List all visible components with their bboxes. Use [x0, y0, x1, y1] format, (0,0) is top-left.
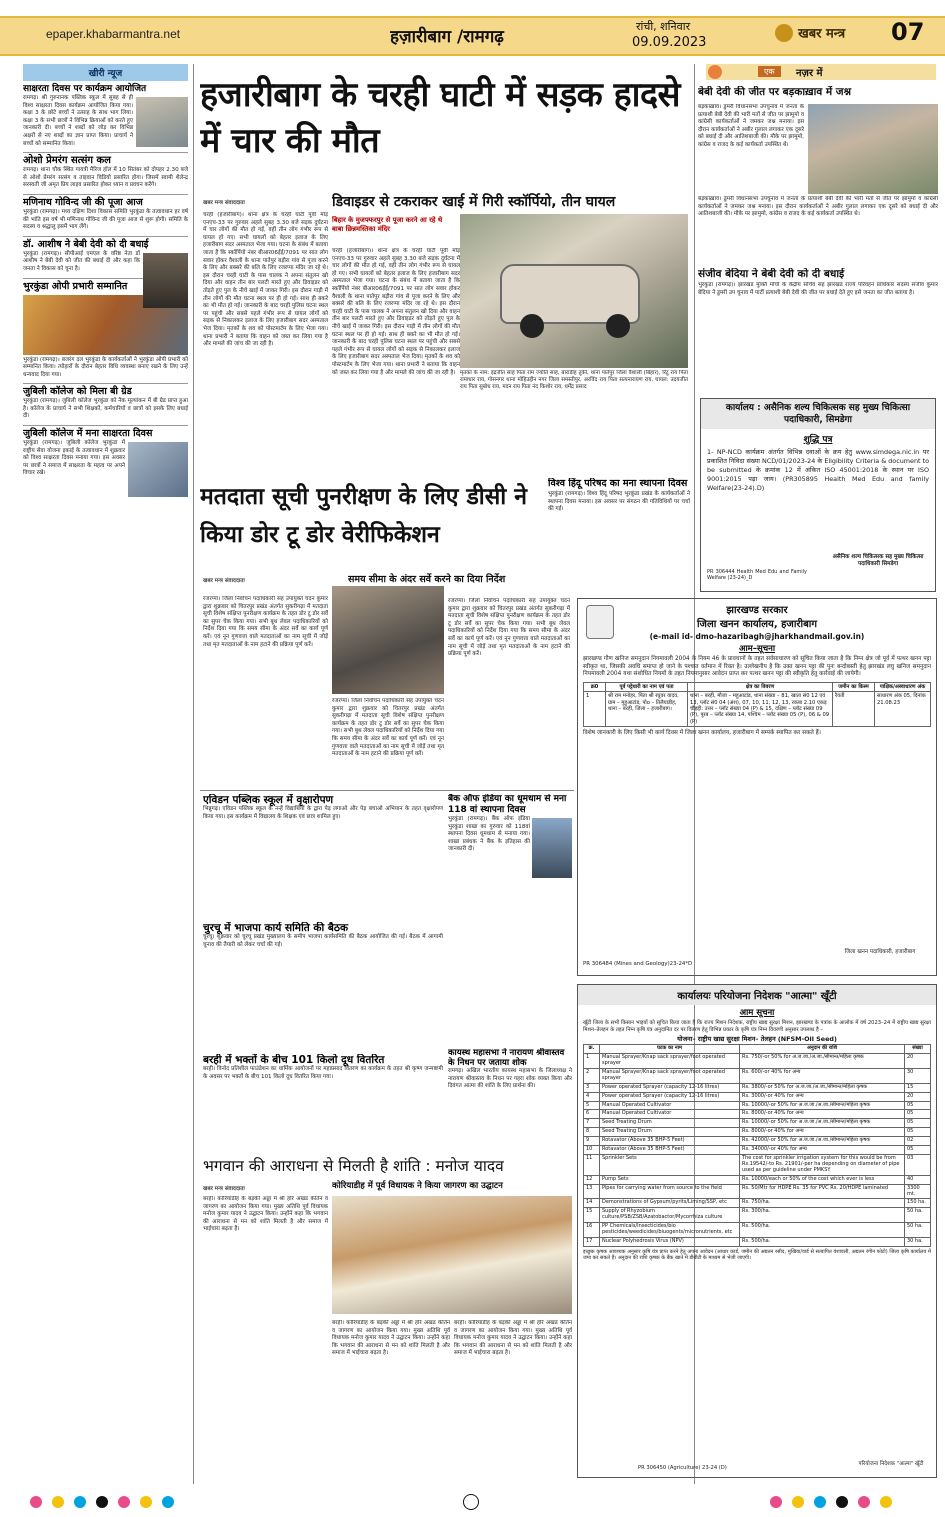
notice-atma-pr: PR 306450 (Agriculture) 23-24 (D) [638, 1465, 727, 1471]
notice-mining-footer: विशेष जानकारी के लिए किसी भी कार्य दिवस में जिला खनन कार्यालय, हजारीबाग में सम्पर्क स्थापित कर सकते हैं। [583, 730, 821, 737]
table-cell: 5 [584, 1101, 600, 1110]
table-cell: 05 [905, 1128, 931, 1137]
mid-story-1-title: एविडन पब्लिक स्कूल में वृक्षारोपण [203, 794, 334, 806]
mid-story-5-body: रामगढ़। अखिल भारतीय कायस्थ महासभा के जिलाध्यक्ष ने नारायण श्रीवास्तव के निधन पर गहरा शोक व्यक्त किया और दिवंगत आत्मा की शांति के लिए प्रार्थना की। [448, 1068, 572, 1090]
table-cell: 17 [584, 1237, 600, 1246]
masthead [0, 0, 945, 60]
table-cell: PP Chemicals/Insecticides/bio pesticides/weedicides/biuogents/micronutrients, etc [600, 1223, 740, 1238]
main-story-body-col2: चरही (हजारीबाग)। थाना क्षेत्र के चरही घाटी पूर्वी मोड़ एनएच-33 पर गुरुवार अहले सुबह 3.30 बजे सड़क दुर्घटना में चार लोगों की मौत हो गई, वहीं तीन लोग गंभीर रूप से घायल हो गए। सभी घायलों को बेहतर इलाज के लिए हजारीबाग सदर अस्पताल भेजा गया। घटना के संबंध में बताया जाता है कि स्कॉर्पियो नंबर बीआर06ईई/7091 पर सात लोग सवार होकर वैशाली के थाना पातेपुर बड़ौरा गांव से पूजा करने के लिए और बक्सरे की बलि के लिए रजरप्पा मंदिर जा रहे थे। इस दौरान चरही घाटी के पास चालक ने अपना संतुलन खो दिया और वाहन तीन बार पलटी मारते हुए और डिवाइडर को तोड़ते हुए पुल के नीचे खाई में जाकर गिरी। इस दौरान गाड़ी में तीन लोगों की मौत घटना स्थल पर ही हो गई। साथ ही बकरे का भी मौत हो गई। जानकारी के बाद चरही पुलिस घटना स्थल पर पहुंची और सबसे पहले गंभीर रूप से घायल लोगों को सड़क से निकालकर इलाज के लिए हजारीबाग सदर अस्पताल भेज दिया। मृतकों के शव को पोस्टमार्टम के लिए भेजा गया। थाना प्रभारी ने बताया कि वाहन को जब्त कर लिया गया है और मामले की जांच की जा रही है। [332, 248, 460, 376]
mid-story-3-title: चुरचू में भाजपा कार्य समिति की बैठक [203, 922, 349, 934]
left-story-1-title: साक्षरता दिवस पर कार्यक्रम आयोजित [23, 84, 147, 94]
table-cell: Rs. 3800/-or 50% for अ.ज.जा./अ.जा./सीमान्त/महिला कृषक [740, 1083, 905, 1092]
mid-story-3 [203, 922, 443, 1048]
table-cell: Manual Sprayer/Knap sack sprayer/foot operated sprayer [600, 1054, 740, 1069]
left-story-4-photo [143, 253, 188, 308]
left-story-1-photo [136, 97, 188, 147]
table-cell: 13 [584, 1184, 600, 1199]
left-story-3-title: मणिनाथ गोविन्द जी की पूजा आज [23, 196, 143, 208]
table-cell: 4 [584, 1092, 600, 1101]
left-story-7-photo [128, 442, 188, 497]
table-cell: साधारण अंक 05, दिनांक 21.08.23 [875, 692, 931, 727]
table-cell: 16 [584, 1223, 600, 1238]
vishwa-hindi-box [548, 478, 690, 578]
registration-dot [140, 1496, 152, 1508]
table-cell: Rotavator (Above 35 BHP-5 Feet) [600, 1146, 740, 1155]
left-story-4-body: भुरकुंडा (रामगढ़)। सीपीआई एमएल के वरिष्ठ नेता डॉ आशीष ने बेबी देवी को जीत की बधाई दी और कहा कि जनता ने विकास को चुना है। [23, 250, 140, 272]
crosshair-icon [463, 1494, 479, 1510]
table-row [584, 1101, 931, 1110]
notice-atma-scheme: योजना– राष्ट्रीय खाद्य सुरक्षा मिशन– तेलहन (NFSM-Oil Seed) [677, 1035, 837, 1044]
table-row [584, 1208, 931, 1223]
manoj-body-col2: बरही। कोरियाडीह के बड़की अड्डा में श्री हरि अखंड कीर्तन व जागरण का आयोजन किया गया। मुख्य अतिथि पूर्व विधायक मनोज कुमार यादव ने उद्घाटन किया। उन्होंने कहा कि भगवान की आराधना से मन को शांति मिलती है और समाज में भाईचारा बढ़ता है। [332, 1320, 450, 1357]
table-cell: Power operated Sprayer (capacity 12-16 litres) [600, 1092, 740, 1101]
table-cell: Rs. 500/ha. [740, 1223, 905, 1238]
table-cell: Rotavator (Above 35 BHP-5 Feet) [600, 1137, 740, 1146]
manoj-body-col1: बरही। कोरियाडीह के बड़की अड्डा में श्री हरि अखंड कीर्तन व जागरण का आयोजन किया गया। मुख्य अतिथि पूर्व विधायक मनोज कुमार यादव ने उद्घाटन किया। उन्होंने कहा कि भगवान की आराधना से मन को शांति मिलती है और समाज में भाईचारा बढ़ता है। [203, 1196, 328, 1233]
left-story-5-title: भुरकुंडा ओपी प्रभारी सम्मानित [23, 280, 128, 292]
table-header: अनुदान की राशि [740, 1045, 905, 1054]
notice-mining-table-wrap [578, 679, 936, 730]
table-cell: Manual Operated Cultivator [600, 1101, 740, 1110]
table-cell: Rs. 8000/-or 40% for अन्य [740, 1110, 905, 1119]
vishwa-hindi-title: विश्व हिंदू परिषद का मना स्थापना दिवस [548, 478, 688, 489]
voter-body-col1: रजरप्पा। जिला निर्वाचन पदाधिकारी सह उपायुक्त चंदन कुमार द्वारा शुक्रवार को चितरपुर प्रखंड अंतर्गत सुकरीगढ़ा में मतदाता सूची विशेष संक्षिप्त पुनरीक्षण कार्यक्रम के तहत डोर टू डोर सर्वे का सुपर चेक किया गया। सभी बूथ लेवल पदाधिकारियों को निर्देश दिया गया कि समय सीमा के अंदर सर्वे का कार्य पूर्ण करें। एवं नून गुणवत्ता वाले मतदाताओं का नाम सूची में जोड़ें तथा मृत मतदाताओं के नाम हटाने की प्रक्रिया पूर्ण करें। [203, 596, 328, 648]
left-story-6-body: भुरकुंडा (रामगढ़)। जुबिली कॉलेज भुरकुंडा को नैक मूल्यांकन में बी ग्रेड प्राप्त हुआ है। कॉलेज के प्राचार्य ने सभी शिक्षकों, कर्मचारियों व छात्रों को इसके लिए बधाई दी। [23, 398, 188, 420]
table-cell: Demonstrations of Gypsum/pyrits/Liming/SSP, etc [600, 1199, 740, 1208]
notice-atma-table [583, 1044, 931, 1247]
vehicle-wheel [606, 314, 630, 338]
mid-story-4 [203, 1054, 443, 1150]
table-cell: 10 [584, 1146, 600, 1155]
mining-emblem [586, 605, 614, 639]
tag-ek: एक [758, 66, 781, 77]
left-column [23, 64, 188, 1484]
table-row [584, 1223, 931, 1238]
mid-story-4-title: बरही में भक्तों के बीच 101 किलो दूध वितरित [203, 1054, 385, 1066]
table-cell: 02 [905, 1137, 931, 1146]
table-cell: The cost for sprinkler irrigation system for this would be from Rs.19542/-to Rs. 21901/-per ha depending on diameter of pipe used as per guideline under PMKSY [740, 1154, 905, 1175]
page-number: 07 [891, 18, 925, 46]
notice-mining-email[interactable]: (e-mail id- dmo-hazaribagh@jharkhandmail.gov.in) [649, 632, 865, 641]
left-story-3-body: भुरकुंडा (रामगढ़)। मध्य दक्षिण दिशा विकास समिति भुरकुंडा के तत्वावधान हर वर्ष की भांति इस वर्ष भी मणिनाथ गोविन्द जी की पूजा आज से शुरू होगी। समिति के सदस्य व श्रद्धालु इसमें भाग लेंगे। [23, 208, 188, 231]
site-url[interactable]: epaper.khabarmantra.net [46, 27, 181, 41]
table-row [584, 692, 931, 727]
mid-story-3-body: चुरचू। शुक्रवार को चुरचू प्रखंड मुख्यालय के समीप भाजपा कार्यसमिति की बैठक आयोजित की गई। बैठक में आगामी चुनाव की तैयारी को लेकर चर्चा की गई। [203, 934, 443, 948]
tag-label: नज़र में [796, 68, 823, 79]
table-header: क्र. [584, 1045, 600, 1054]
table-cell: थाना – बरही, मौजा – महुआटांड, थाना संख्या – 81, खाता सं0 12 एवं 13, प्लॉट सं0 04 (अंश), 07, 10, 11, 12, 13, रकबा 2.10 एकड़ चौहद्दी: उत्तर – प्लॉट संख्या 04 (P) & 15, दक्षिण – प्लॉट संख्या 09 (P), पूरब – प्लॉट संख्या 14, पश्चिम – प्लॉट संख्या 05 (P), 06 & 09 (P) [688, 692, 833, 727]
table-cell: 50 ha. [905, 1208, 931, 1223]
table-cell: 50 ha. [905, 1223, 931, 1238]
notice-mining [577, 598, 937, 976]
mid-story-1-body: भिन्नुगढ़। एविडन पब्लिक स्कूल के नन्हें विद्यार्थियों के द्वारा पेड़ लगाओ और पेड़ बचाओ अभियान के तहत वृक्षारोपण किया गया। इस कार्यक्रम में विद्यालय के शिक्षक एवं छात्र शामिल हुए। [203, 806, 443, 820]
registration-dot [792, 1496, 804, 1508]
table-cell: Pump Sets [600, 1175, 740, 1184]
table-cell: 05 [905, 1101, 931, 1110]
registration-dot [52, 1496, 64, 1508]
table-cell: 05 [905, 1146, 931, 1155]
manoj-photo [332, 1196, 572, 1314]
notice-simdega-pr: PR 306444 Health Med Edu and Family Welfare (23-24)_D [707, 569, 807, 581]
notice-simdega-sign: असैनिक शल्य चिकित्सक सह मुख्य चिकित्सा पदाधिकारी सिमडेगा [832, 554, 924, 567]
table-cell: Manual Sprayer/Knap sack sprayer/foot operated sprayer [600, 1068, 740, 1083]
table-cell: 05 [905, 1110, 931, 1119]
mid-story-5-title: कायस्थ महासभा ने नारायण श्रीवास्तव के निधन पर जताया शोक [448, 1048, 565, 1068]
table-cell: Sprinkler Sets [600, 1154, 740, 1175]
table-row [584, 1154, 931, 1175]
table-row [584, 1119, 931, 1128]
left-story-4-title: डॉ. आशीष ने बेबी देवी को दी बधाई [23, 238, 149, 250]
table-cell: Rs. 10000/-or 50% for अ.ज.जा./अ.जा./सीमान्त/महिला कृषक [740, 1101, 905, 1110]
left-story-2-body: रामगढ़। थाना चौक स्थित गायत्री मैरिज हॉल में 10 सितंबर को दोपहर 2.30 बजे से ओशो प्रेमरंग सत्संग व ताइवान विडियो प्रसारित होगा। जिसमें स्वामी शैलेन्द्र सरस्वती जी अमृत प्रिय लाइव प्रसारित होकर ध्यान व प्रवचन करेंगे। [23, 167, 188, 189]
table-row [584, 1146, 931, 1155]
table-cell: 12 [584, 1175, 600, 1184]
voter-body-col2: रजरप्पा। जिला निर्वाचन पदाधिकारी सह उपायुक्त चंदन कुमार द्वारा शुक्रवार को चितरपुर प्रखंड अंतर्गत सुकरीगढ़ा में मतदाता सूची विशेष संक्षिप्त पुनरीक्षण कार्यक्रम के तहत डोर टू डोर सर्वे का सुपर चेक किया गया। सभी बूथ लेवल पदाधिकारियों को निर्देश दिया गया कि समय सीमा के अंदर सर्वे का कार्य पूर्ण करें। एवं नून गुणवत्ता वाले मतदाताओं का नाम सूची में जोड़ें तथा मृत मतदाताओं के नाम हटाने की प्रक्रिया पूर्ण करें। [332, 698, 444, 758]
vishwa-hindi-body: भुरकुंडा (रामगढ़)। विश्व हिंदू परिषद भुरकुंडा प्रखंड के कार्यकर्ताओं ने स्थापना दिवस मनाया। इस अवसर पर संगठन की गतिविधियों पर चर्चा की गई। [548, 491, 690, 513]
table-header: पाक्षिक/अस्वाधारण अंक [875, 682, 931, 691]
notice-atma-footer: इच्छुक कृषक आवश्यक अनुसार कृषि यंत्र प्राप्त करने हेतु अपना आवेदन (आधार कार्ड, जमीन की अद्यतन रसीद, मुखिया/वार्ड से सत्यापित वंशावली, अद्यतन रंगीन फोटो) जिला कृषि कार्यालय में जमा कर सकते हैं। अनुदान की राशि कृषक के बैंक खाते में डीबीटी के माध्यम से भेजी जाएगी। [583, 1248, 931, 1262]
notice-atma-intro: खूँटी जिला के सभी किसान भाइयों को सूचित किया जाता है कि राज्य मिशन निदेशक, राष्ट्रीय खाद्य सुरक्षा मिशन, झारखण्ड के पत्रांक के आलोक में वर्ष 2023–24 में राष्ट्रीय खाद्य सुरक्षा मिशन–तेलहन के तहत निम्न कृषि यंत्र अनुदानित दर पर वितरण हेतु विभिन्न प्रकार के कृषि यंत्र निम्न विवरणी अनुसार उपलब्ध है – [583, 1020, 931, 1033]
right-story-1-body-cont: बड़काख़ाव। डुमरी विधानसभा उपचुनाव में जनता के प्रत्याशी बेबी देवी की भारी मतों से जीत पर झामुमो व कांग्रेसी कार्यकर्ताओं ने जमकर जश्न मनाया। इस दौरान कार्यकर्ताओं ने अबीर गुलाल लगाकर एक दूसरे को बधाई दी और आतिशबाजी की। मौके पर झामुमो, कांग्रेस व राजद के कई कार्यकर्ता उपस्थित थे। [698, 196, 938, 218]
manoj-dateline: खबर मन्त्र संवाददाता [203, 1186, 245, 1192]
table-cell: 30 [905, 1068, 931, 1083]
table-cell: 03 [905, 1154, 931, 1175]
accident-photo [460, 214, 688, 368]
left-story-6-title: जुबिली कॉलेज को मिला बी ग्रेड [23, 386, 132, 398]
manoj-headline: भगवान की आराधना से मिलती है शांति : मनोज यादव [203, 1157, 504, 1175]
table-row [584, 1054, 931, 1069]
table-row [584, 1128, 931, 1137]
mid-story-2 [448, 794, 572, 1044]
left-story-7 [23, 425, 188, 478]
main-strap: बिहार के मुजफ्फरपुर से पूजा करने आ रहे थे बाबा छिन्नमस्तिका मंदिर [332, 216, 443, 233]
notice-mining-body: झारखण्ड गौण खनिज समनुदान नियमावली 2004 के नियम 46 के प्रावधानों के तहत सर्वसाधारण को सूचित किया जाता है कि निम्न क्षेत्र जो पूर्व में पत्थर खनन पट्टा स्वीकृत था, जिसकी अवधि समाप्त हो जाने के पश्चात वर्तमान में रिक्त है। उल्लेखनीय है कि उक्त खनन पट्टा की पुनः बन्दोबस्ती हेतु झारखंड लघु खनिज समनुदान नियमावली 2004 यथा संशोधित नियमों के तहत नियमानुसार आवेदन प्राप्त कर पत्थर खनन पट्टा की स्वीकृति हेतु कार्रवाई की जायेगी। [583, 656, 931, 678]
notice-simdega-body: 1- NP-NCD कार्यक्रम अंतर्गत विभिन्न दवाओं के क्रय हेतु www.simdega.nic.in पर प्रकाशित निविदा संख्या NCD/01/2023-24 के Eligibility Criteria & document to be submitted के क्रमांक 12 में अंकित ISO 45001:2018 के स्थान पर ISO 9001:2015 पढ़ा जाय। (PR305895 Health Med Edu and family Welfare(23-24).D) [707, 448, 929, 492]
table-cell: Seed Treating Drum [600, 1119, 740, 1128]
notice-mining-govt: झारखण्ड सरकार [726, 605, 788, 616]
main-story-body-col1: चरही (हजारीबाग)। थाना क्षेत्र के चरही घाटी पूर्वी मोड़ एनएच-33 पर गुरुवार अहले सुबह 3.30 बजे सड़क दुर्घटना में चार लोगों की मौत हो गई, वहीं तीन लोग गंभीर रूप से घायल हो गए। सभी घायलों को बेहतर इलाज के लिए हजारीबाग सदर अस्पताल भेजा गया। घटना के संबंध में बताया जाता है कि स्कॉर्पियो नंबर बीआर06ईई/7091 पर सात लोग सवार होकर वैशाली के थाना पातेपुर बड़ौरा गांव से पूजा करने के लिए और बक्सरे की बलि के लिए रजरप्पा मंदिर जा रहे थे। इस दौरान चरही घाटी के पास चालक ने अपना संतुलन खो दिया और वाहन तीन बार पलटी मारते हुए और डिवाइडर को तोड़ते हुए पुल के नीचे खाई में जाकर गिरी। इस दौरान गाड़ी में तीन लोगों की मौत घटना स्थल पर ही हो गई। साथ ही बकरे का भी मौत हो गई। जानकारी के बाद चरही पुलिस घटना स्थल पर पहुंची और सबसे पहले गंभीर रूप से घायल लोगों को सड़क से निकालकर इलाज के लिए हजारीबाग सदर अस्पताल भेज दिया। मृतकों के शव को पोस्टमार्टम के लिए भेजा गया। थाना प्रभारी ने बताया कि वाहन को जब्त कर लिया गया है और मामले की जांच की जा रही है। [203, 212, 328, 348]
left-story-1-body: रामगढ़। श्री गुरुनानक पब्लिक स्कूल में सुबह से ही विश्व साक्षरता दिवस कार्यक्रम आयोजित किया गया। कक्षा 3 के छोटे बच्चों ने उत्साह के साथ भाग लिया। कक्षा 3 के सभी छात्रों ने विभिन्न क्रियाओं को करते हुए जानकारी दी। बच्चों ने शब्दों को जोड़ कर विभिन्न अक्षरों से नए शब्दों का ज्ञान प्राप्त किया। प्राचार्य ने बच्चों को सम्मानित किया। [23, 95, 133, 147]
footer-registration [0, 1488, 945, 1517]
notice-mining-pr: PR 306484 (Mines and Geology)23-24*D [583, 961, 693, 967]
notice-simdega-title: शुद्धि पत्र [803, 435, 833, 445]
voter-dateline: खबर मन्त्र संवाददाता [203, 578, 245, 584]
table-cell: 30 ha. [905, 1237, 931, 1246]
table-cell: Rs. 600/-or 40% for अन्य [740, 1068, 905, 1083]
celebration-photo [808, 104, 938, 194]
right-story-2-title: संजीव बेदिया ने बेबी देवी को दी बधाई [698, 268, 845, 280]
left-story-3 [23, 194, 188, 232]
table-cell: Supply of Rhyzobium culture/PSB/ZSB/Azatobactor/Mycorrhiza culture [600, 1208, 740, 1223]
voter-headline: मतदाता सूची पुनरीक्षण के लिए डीसी ने किया डोर टू डोर वेरीफिकेशन [200, 484, 528, 548]
notice-atma [577, 984, 937, 1478]
mid-story-5 [448, 1048, 572, 1150]
table-cell: Rs. 42000/-or 50% for अ.ज.जा./अ.जा./सीमान्त/महिला कृषक [740, 1137, 905, 1146]
table-cell: 15 [905, 1083, 931, 1092]
registration-dot [74, 1496, 86, 1508]
table-row [584, 1175, 931, 1184]
right-story-2-body: भुरकुंडा (रामगढ़)। झारखंड मुक्ति मोर्चा के केंद्रीय सचिव सह झारखंड राज्य परिवहन प्राधिकार सदस्य संजीव कुमार बेदिया ने डुमरी उप चुनाव में पार्टी प्रत्याशी बेबी देवी की जीत पर बधाई देते हुए इसे जनता का जीत बताया है। [698, 282, 938, 296]
left-story-2 [23, 152, 188, 190]
table-cell: Rs. 3000/-or 40% for अन्य [740, 1092, 905, 1101]
table-cell: Rs. 50/Mtr for HDPE Rs. 35 for PVC Rs. 20/HDPE laminated [740, 1184, 905, 1199]
table-cell: Nuclear Polyhedrosis Virus (NPV) [600, 1237, 740, 1246]
table-cell: Rs. 750/ha. [740, 1199, 905, 1208]
table-header-row [584, 682, 931, 691]
column-divider-1 [193, 64, 194, 1484]
notice-mining-title: आम–सूचना [738, 644, 776, 654]
table-cell: Rs. 34000/-or 40% for अन्य [740, 1146, 905, 1155]
registration-dot [814, 1496, 826, 1508]
table-cell: Rs. 10000/-or 50% for अ.ज.जा./अ.जा./सीमान्त/महिला कृषक [740, 1119, 905, 1128]
registration-dot [118, 1496, 130, 1508]
table-header: क्र0 [584, 682, 606, 691]
voter-photo [332, 586, 444, 694]
table-row [584, 1092, 931, 1101]
table-cell: Rs. 300/ha. [740, 1208, 905, 1223]
mid-story-2-body: भुरकुंडा (रामगढ़)। बैंक ऑफ इंडिया भुरकुंडा शाखा का गुरुवार को 118वां स्थापना दिवस धूमधाम से मनाया गया। शाखा प्रबंधक ने बैंक के इतिहास की जानकारी दी। [448, 816, 530, 853]
notice-atma-table-wrap [578, 1044, 936, 1247]
edition-date: 09.09.2023 [632, 35, 707, 50]
table-cell: 7 [584, 1119, 600, 1128]
left-story-5-body: भुरकुंडा (रामगढ़)। बजरंग दल भुरकुंडा के कार्यकर्ताओं ने भुरकुंडा ओपी प्रभारी को सम्मानित किया। त्योहारों के दौरान बेहतर विधि व्यवस्था बनाए रखने के लिए उन्हें धन्यवाद दिया गया। [23, 356, 188, 378]
table-cell: Manual Operated Cultivator [600, 1110, 740, 1119]
table-header-row [584, 1045, 931, 1054]
table-cell: Rs. 10000/each or 50% of the cost which ever is less [740, 1175, 905, 1184]
brand-name: खबर मन्त्र [798, 26, 846, 42]
registration-dot [162, 1496, 174, 1508]
right-story-1-body: बड़काख़ाव। डुमरी विधानसभा उपचुनाव में जनता के प्रत्याशी बेबी देवी की भारी मतों से जीत पर झामुमो व कांग्रेसी कार्यकर्ताओं ने जमकर जश्न मनाया। इस दौरान कार्यकर्ताओं ने अबीर गुलाल लगाकर एक दूसरे को बधाई दी और आतिशबाजी की। मौके पर झामुमो, कांग्रेस व राजद के कई कार्यकर्ता उपस्थित थे। [698, 104, 804, 148]
table-cell: 2 [584, 1068, 600, 1083]
table-header: जमीन का किस्म [833, 682, 875, 691]
table-cell: श्री राम मनोहर, पिता श्री रघुवर यादव, ग्राम – मुहुआटांड, पोo – तिलैयाडीह, थाना – बरही, जिला – हजारीबाग। [606, 692, 688, 727]
registration-dot [880, 1496, 892, 1508]
vehicle-wheel [520, 314, 544, 338]
table-cell: 05 [905, 1119, 931, 1128]
table-cell: 20 [905, 1054, 931, 1069]
right-story-1-title: बेबी देवी की जीत पर बड़काख़ाव में जश्न [698, 86, 852, 98]
registration-dot [30, 1496, 42, 1508]
left-story-7-title: जुबिली कॉलेज में मना साक्षरता दिवस [23, 428, 153, 440]
right-tag [706, 64, 936, 80]
city-day: रांची, शनिवार [636, 20, 691, 33]
table-cell: 150 ha. [905, 1199, 931, 1208]
table-cell: रैयती [833, 692, 875, 727]
table-cell: Pipes for carrying water from source to the field [600, 1184, 740, 1199]
table-header: संख्या [905, 1045, 931, 1054]
table-cell: 1 [584, 1054, 600, 1069]
mid-story-4-body: बरही। विनोद प्रतिशील फाउंडेशन का धार्मिक आयोजनों पर महाप्रसाद वितरण का कार्यक्रम के तहत श्री कृष्ण जन्माष्टमी के अवसर पर भक्तों के बीच 101 किलो दूध वितरित किया गया। [203, 1066, 443, 1080]
section-tag: खीरी न्यूज [23, 64, 188, 81]
manoj-subhead: कोरियाडीह में पूर्व विधायक ने किया जागरण का उद्घाटन [332, 1181, 503, 1191]
brand-logo-icon [775, 24, 793, 42]
notice-atma-office: कार्यालयः परियोजना निदेशक "आत्मा" खूँटी [578, 985, 936, 1005]
nazar-icon [708, 65, 722, 79]
table-cell: 40 [905, 1175, 931, 1184]
table-header: पूर्व पट्टेधारी का नाम एवं पता [606, 682, 688, 691]
notice-mining-table [583, 682, 931, 727]
left-story-7-body: भुरकुंडा (रामगढ़)। जुबिली कॉलेज भुरकुंडा में राष्ट्रीय सेवा योजना इकाई के तत्वावधान में शुक्रवार को विश्व साक्षरता दिवस मनाया गया। इस अवसर पर छात्रों ने समाज में साक्षरता के महत्व पर अपने विचार रखे। [23, 440, 125, 477]
registration-dot [858, 1496, 870, 1508]
table-row [584, 1199, 931, 1208]
left-story-6 [23, 383, 188, 421]
table-row [584, 1083, 931, 1092]
table-cell: 8 [584, 1128, 600, 1137]
table-cell: 6 [584, 1110, 600, 1119]
story-divider [200, 790, 574, 791]
voter-body-col3: रजरप्पा। जिला निर्वाचन पदाधिकारी सह उपायुक्त चंदन कुमार द्वारा शुक्रवार को चितरपुर प्रखंड अंतर्गत सुकरीगढ़ा में मतदाता सूची विशेष संक्षिप्त पुनरीक्षण कार्यक्रम के तहत डोर टू डोर सर्वे का सुपर चेक किया गया। सभी बूथ लेवल पदाधिकारियों को निर्देश दिया गया कि समय सीमा के अंदर सर्वे का कार्य पूर्ण करें। एवं नून गुणवत्ता वाले मतदाताओं का नाम सूची में जोड़ें तथा मृत मतदाताओं के नाम हटाने की प्रक्रिया पूर्ण करें। [448, 598, 570, 658]
table-row [584, 1137, 931, 1146]
notice-simdega [700, 398, 936, 592]
notice-mining-office: जिला खनन कार्यालय, हजारीबाग [696, 619, 818, 630]
table-cell: Seed Treating Drum [600, 1128, 740, 1137]
registration-dot [770, 1496, 782, 1508]
table-row [584, 1068, 931, 1083]
table-cell: 15 [584, 1208, 600, 1223]
table-cell: Rs. 500/ha. [740, 1237, 905, 1246]
table-cell: 9 [584, 1137, 600, 1146]
voter-subhead: समय सीमा के अंदर सर्वे करने का दिया निर्देश [348, 574, 506, 585]
left-story-1 [23, 84, 188, 148]
table-row [584, 1110, 931, 1119]
table-cell: 1 [584, 692, 606, 727]
edition-title: हज़ारीबाग /रामगढ़ [390, 27, 504, 47]
notice-atma-sign: परियोजना निदेशक "आत्मा" खूँटी [858, 1461, 924, 1467]
table-cell: Rs. 8000/-or 40% for अन्य [740, 1128, 905, 1137]
table-cell: 3 [584, 1083, 600, 1092]
mid-story-2-title: बैंक ऑफ इंडिया का धूमधाम से मना 118 वां स्थापना दिवस [448, 794, 567, 815]
notice-simdega-office: कार्यालय : असैनिक शल्य चिकित्सक सह मुख्य चिकित्सा पदाधिकारी, सिमडेगा [701, 399, 935, 429]
table-row [584, 1184, 931, 1199]
table-cell: 20 [905, 1092, 931, 1101]
table-cell: 11 [584, 1154, 600, 1175]
main-headline: हजारीबाग के चरही घाटी में सड़क हादसे में चार की मौत [200, 75, 681, 161]
table-cell: 14 [584, 1199, 600, 1208]
brand-logo [775, 22, 885, 50]
notice-mining-sign: जिला खनन पदाधिकारी, हजारीबाग [844, 949, 916, 955]
table-cell: 3300 mt. [905, 1184, 931, 1199]
accident-caption: मृतकों के नाम: इंद्रजीत साह पिता राम ज्योति साह, बाराडीह तुर्की, थाना पातेपुर जिला वैशाली (बिहार), रिंटू राय पिता रामाधार राय, गोसनगर थाना मोहिउद्दीन नगर जिला समस्तीपुर, अरविंद राय पिता सत्यनारायण राय, घायल: उदयजीत राय पिता सुबोध राय, मदन राय पिता नंद किशोर राय, धर्मेंद्र प्रसाद [460, 370, 688, 391]
table-row [584, 1237, 931, 1246]
notice-atma-title: आम सूचना [739, 1008, 775, 1018]
registration-dot [836, 1496, 848, 1508]
registration-dot [96, 1496, 108, 1508]
left-story-4 [23, 236, 188, 274]
left-story-2-title: ओशो प्रेमरंग सत्संग कल [23, 155, 111, 167]
manoj-body-col3: बरही। कोरियाडीह के बड़की अड्डा में श्री हरि अखंड कीर्तन व जागरण का आयोजन किया गया। मुख्य अतिथि पूर्व विधायक मनोज कुमार यादव ने उद्घाटन किया। उन्होंने कहा कि भगवान की आराधना से मन को शांति मिलती है और समाज में भाईचारा बढ़ता है। [454, 1320, 572, 1357]
main-subhead: डिवाइडर से टकराकर खाई में गिरी स्कॉर्पियो, तीन घायल [332, 194, 616, 210]
table-cell: Power operated Sprayer (capacity 12-16 litres) [600, 1083, 740, 1092]
table-header: घटक का नाम [600, 1045, 740, 1054]
table-header: क्षेत्र का विवरण [688, 682, 833, 691]
table-cell: Rs. 750/-or 50% for अ.ज.जा./अ.जा./सीमान्त/महिला कृषक [740, 1054, 905, 1069]
main-dateline: खबर मन्त्र संवाददाता [203, 200, 245, 206]
mid-story-1 [203, 794, 443, 914]
mid-story-2-photo [532, 818, 572, 878]
